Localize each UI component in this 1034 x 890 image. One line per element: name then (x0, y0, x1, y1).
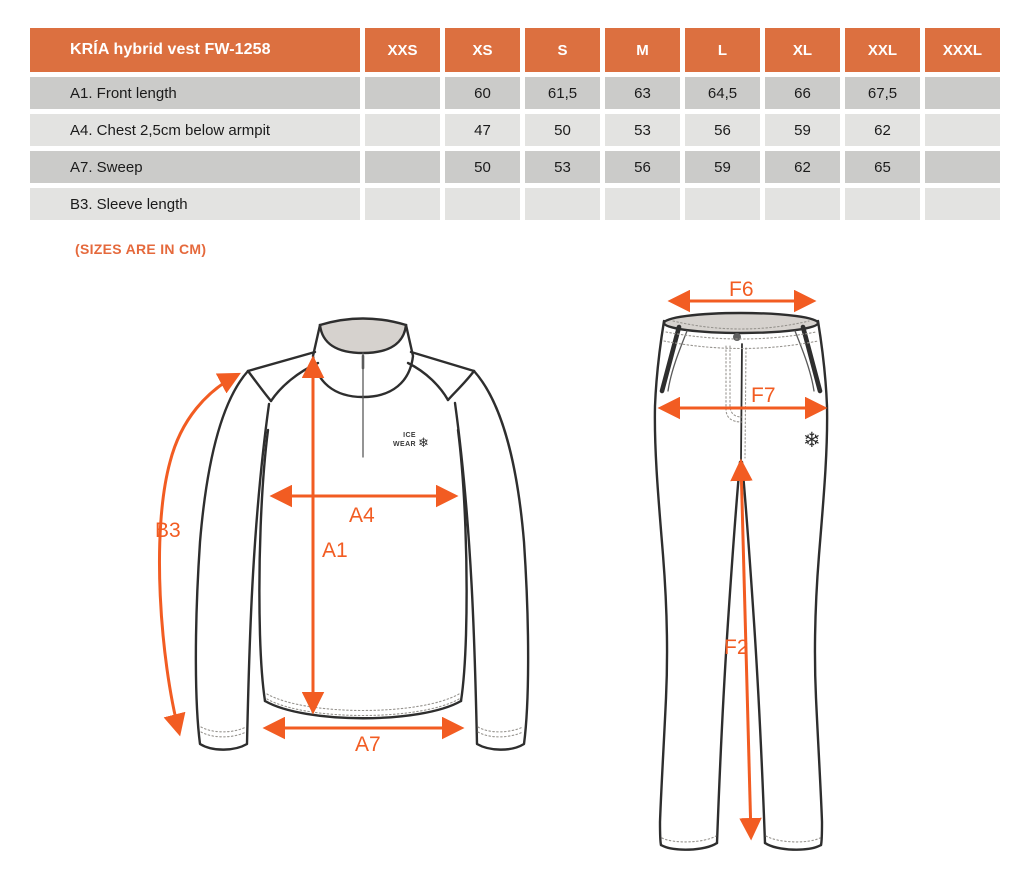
size-value-cell (925, 114, 1000, 146)
size-header-xxs: XXS (365, 28, 440, 72)
size-header-m: M (605, 28, 680, 72)
row-label: A1. Front length (30, 77, 360, 109)
size-value-cell: 53 (525, 151, 600, 183)
size-value-cell (365, 77, 440, 109)
size-chart-table (25, 23, 1005, 225)
size-header-xl: XL (765, 28, 840, 72)
size-value-cell (925, 77, 1000, 109)
a1-label: A1 (322, 539, 348, 562)
size-value-cell: 64,5 (685, 77, 760, 109)
sizes-unit-note: (SIZES ARE IN CM) (75, 241, 207, 257)
size-value-cell: 63 (605, 77, 680, 109)
size-value-cell: 56 (605, 151, 680, 183)
table-row-sleeve-length (30, 188, 1000, 220)
size-header-s: S (525, 28, 600, 72)
size-value-cell: 59 (765, 114, 840, 146)
size-value-cell (925, 151, 1000, 183)
f6-label: F6 (729, 278, 754, 301)
size-value-cell: 62 (845, 114, 920, 146)
quarter-zip-top-diagram (138, 293, 588, 778)
size-value-cell (445, 188, 520, 220)
size-value-cell: 53 (605, 114, 680, 146)
collar-inner-shading (320, 319, 406, 354)
size-chart-title: KRÍA hybrid vest FW-1258 (30, 28, 360, 72)
size-value-cell: 61,5 (525, 77, 600, 109)
size-header-l: L (685, 28, 760, 72)
size-value-cell (365, 188, 440, 220)
size-chart-header-row (30, 28, 1000, 72)
size-value-cell: 66 (765, 77, 840, 109)
a4-label: A4 (349, 504, 375, 527)
table-row-front-length (30, 77, 1000, 109)
size-value-cell (525, 188, 600, 220)
size-value-cell (845, 188, 920, 220)
waist-button (733, 333, 741, 341)
size-value-cell: 67,5 (845, 77, 920, 109)
size-value-cell: 47 (445, 114, 520, 146)
svg-text:ICE: ICE (403, 432, 416, 439)
size-value-cell: 60 (445, 77, 520, 109)
size-value-cell: 50 (445, 151, 520, 183)
size-value-cell: 59 (685, 151, 760, 183)
top-stitch-lines (201, 694, 523, 737)
size-value-cell: 65 (845, 151, 920, 183)
pants-garment-outline (655, 313, 827, 850)
row-label: A7. Sweep (30, 151, 360, 183)
f2-label: F2 (724, 636, 749, 659)
table-row-chest (30, 114, 1000, 146)
icewear-logo (393, 432, 429, 451)
size-value-cell: 62 (765, 151, 840, 183)
size-value-cell (365, 114, 440, 146)
a7-label: A7 (355, 733, 381, 756)
b3-label: B3 (155, 519, 181, 542)
size-header-xs: XS (445, 28, 520, 72)
size-value-cell: 50 (525, 114, 600, 146)
size-header-xxl: XXL (845, 28, 920, 72)
size-value-cell (365, 151, 440, 183)
top-garment-outline (196, 319, 528, 750)
size-value-cell (765, 188, 840, 220)
svg-text:WEAR: WEAR (393, 441, 416, 448)
size-header-xxxl: XXXL (925, 28, 1000, 72)
size-value-cell (605, 188, 680, 220)
table-row-sweep (30, 151, 1000, 183)
size-value-cell: 56 (685, 114, 760, 146)
size-value-cell (925, 188, 1000, 220)
size-value-cell (685, 188, 760, 220)
pants-diagram (610, 275, 875, 875)
measurement-arrows-top (155, 360, 460, 756)
row-label: B3. Sleeve length (30, 188, 360, 220)
snowflake-icon: ❄ (803, 428, 821, 452)
waist-opening-shading (664, 313, 818, 333)
row-label: A4. Chest 2,5cm below armpit (30, 114, 360, 146)
snowflake-icon: ❄ (418, 436, 429, 451)
f7-label: F7 (751, 384, 776, 407)
